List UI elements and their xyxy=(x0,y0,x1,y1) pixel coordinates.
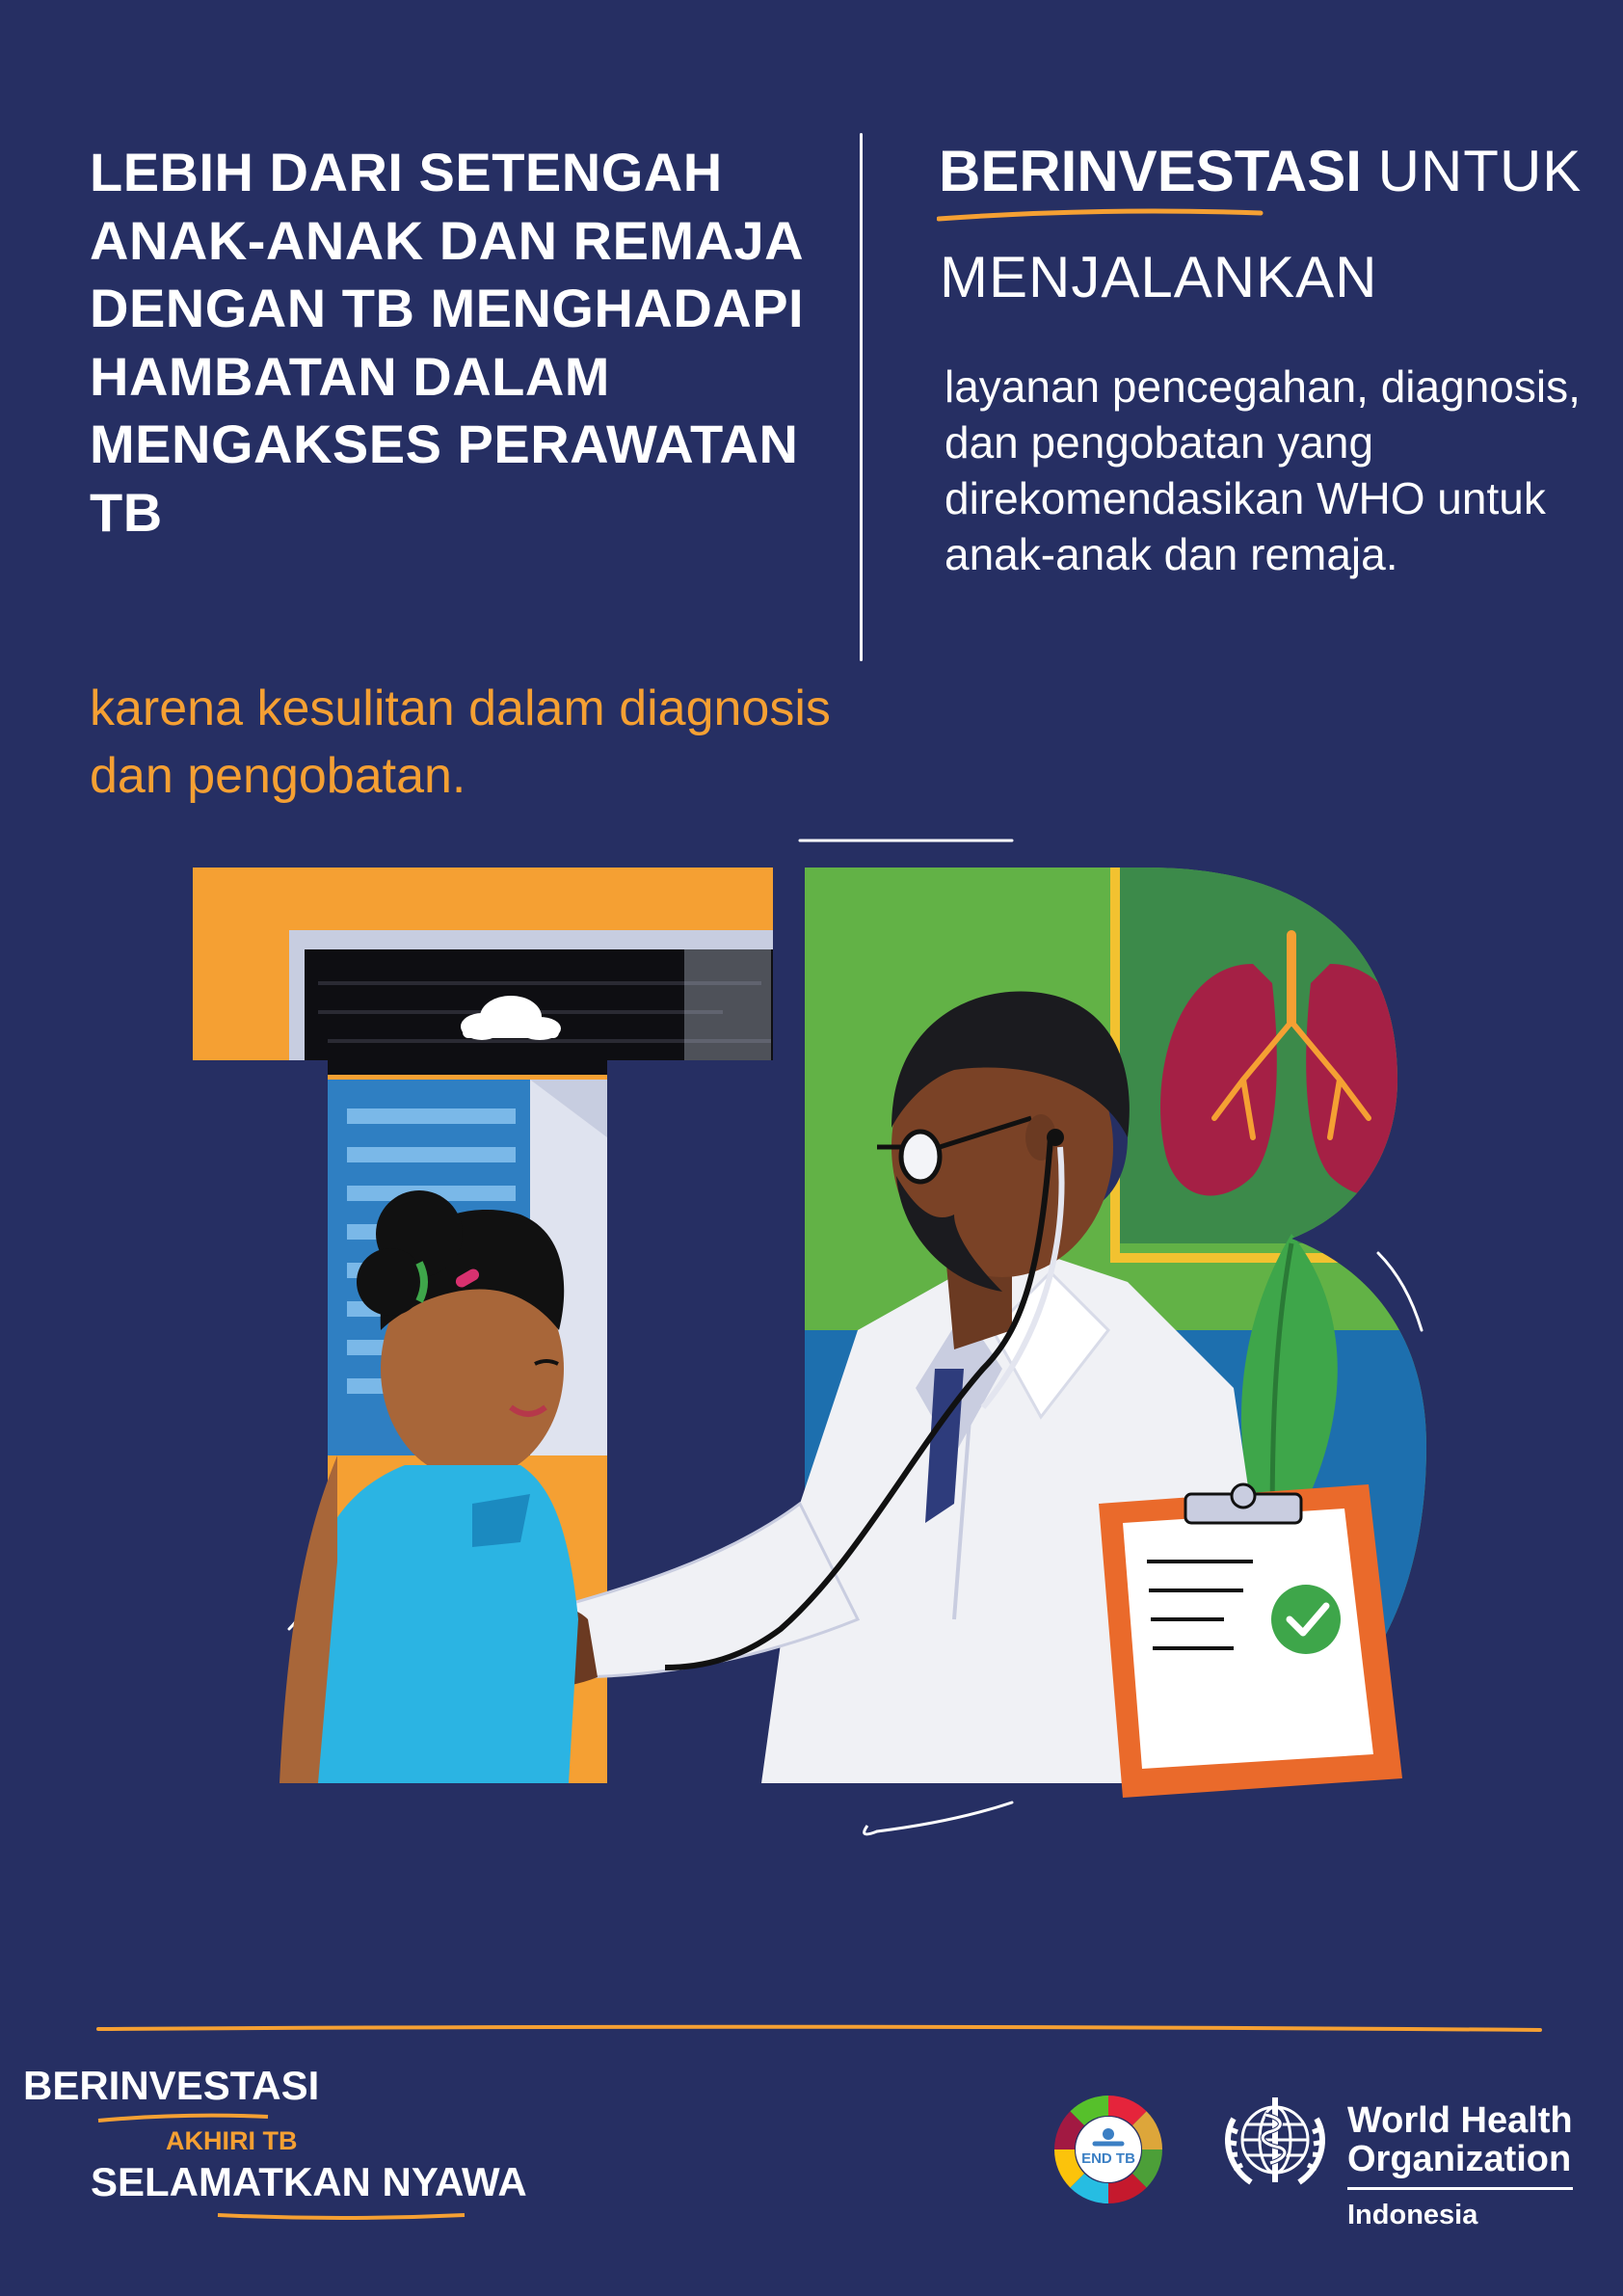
clipboard-icon xyxy=(1099,1484,1402,1798)
tagline-underline-2 xyxy=(216,2209,466,2223)
who-name-line1: World Health xyxy=(1347,2100,1573,2141)
endtb-logo xyxy=(1051,2092,1166,2207)
headline: LEBIH DARI SETENGAH ANAK-ANAK DAN REMAJA DENGAN TB MENGHADAPI HAMBATAN DALAM MENGAKSES PERAWATAN TB xyxy=(90,142,805,543)
invest-title xyxy=(939,135,1582,208)
footer-tagline xyxy=(23,2063,563,2227)
invest-title-light: UNTUK xyxy=(1377,139,1583,203)
girl xyxy=(279,1190,578,1783)
tb-illustration xyxy=(183,829,1475,1851)
tagline-line3: SELAMATKAN NYAWA xyxy=(91,2159,527,2204)
invest-body: layanan pencegahan, diagnosis, dan pengobatan yang direkomendasikan WHO untuk anak-anak dan remaja. xyxy=(945,361,1581,579)
who-name xyxy=(1347,2101,1573,2178)
checkmark-icon xyxy=(1271,1585,1341,1654)
who-emblem-icon xyxy=(1212,2090,1338,2196)
who-country: Indonesia xyxy=(1347,2200,1478,2230)
tagline-underline-1 xyxy=(96,2111,270,2124)
subheadline: karena kesulitan dalam diagnosis dan pengobatan. xyxy=(90,681,831,804)
tagline-line2: AKHIRI TB xyxy=(166,2126,298,2155)
who-name-line2: Organization xyxy=(1347,2139,1572,2179)
invest-title-bold: BERINVESTASI xyxy=(939,139,1362,203)
orange-underline xyxy=(937,205,1264,225)
vertical-divider xyxy=(860,133,863,661)
tagline-line1: BERINVESTASI xyxy=(23,2063,320,2108)
who-rule xyxy=(1347,2187,1573,2190)
invest-line2: MENJALANKAN xyxy=(940,245,1378,309)
endtb-text: END TB xyxy=(1081,2150,1135,2167)
footer-divider xyxy=(96,2022,1542,2036)
